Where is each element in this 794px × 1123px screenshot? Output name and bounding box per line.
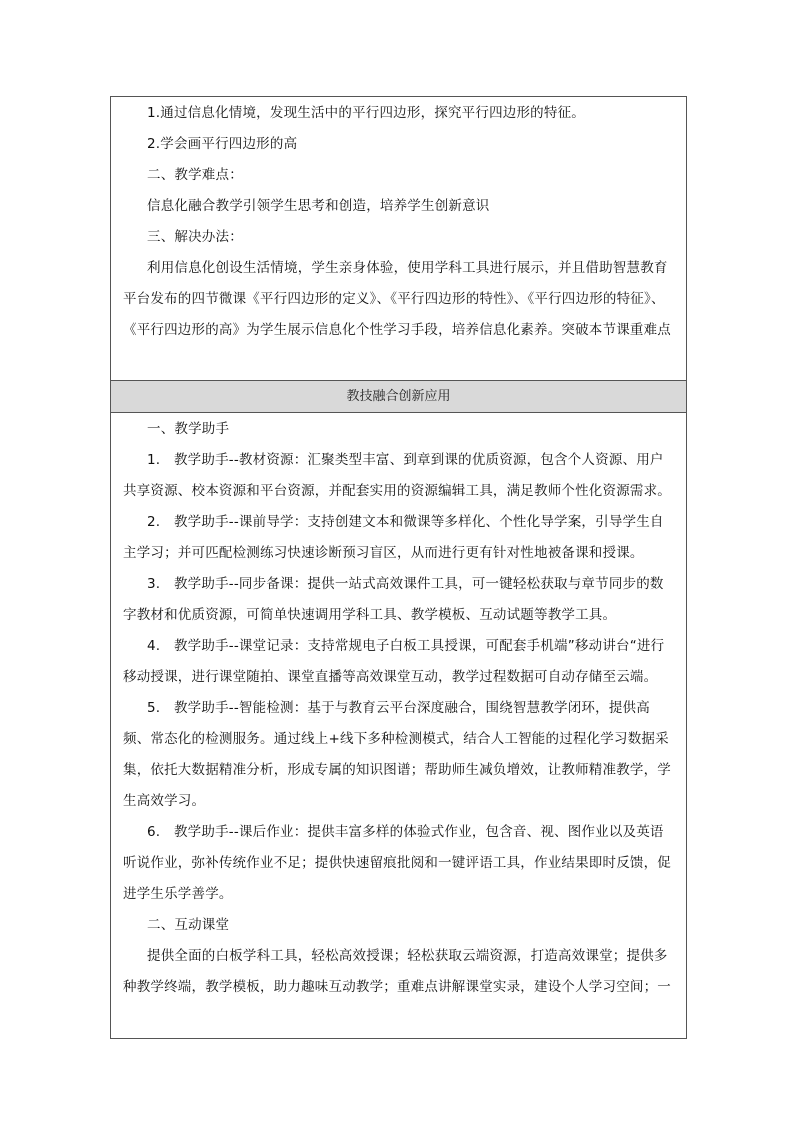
assistant-item-1: 1. 教学助手--教材资源：汇聚类型丰富、到章到课的优质资源，包含个人资源、用户共享资源、校本资源和平台资源，并配套实用的资源编辑工具，满足教师个性化资源需求。 [123,452,671,499]
solution-text: 利用信息化创设生活情境，学生亲身体验，使用学科工具进行展示，并且借助智慧教育平台发布的四节微课《平行四边形的定义》、《平行四边形的特性》、《平行四边形的特征》、《平行四边形的高》为学生展示信息化个性学习手段，培养信息化素养。突破本节课重难点 [123,260,671,338]
assistant-item-4: 4. 教学助手--课堂记录：支持常规电子白板工具授课，可配套手机端”移动讲台“进行移动授课，进行课堂随拍、课堂直播等高效课堂互动，教学过程数据可自动存储至云端。 [123,638,665,685]
assistant-heading: 一、教学助手 [147,421,230,437]
solution-heading: 三、解决办法： [147,229,243,245]
assistant-item-2: 2. 教学助手--课前导学：支持创建文本和微课等多样化、个性化导学案，引导学生自主学习；并可匹配检测练习快速诊断预习盲区，从而进行更有针对性地被备课和授课。 [123,514,664,561]
interactive-text: 提供全面的白板学科工具，轻松高效授课；轻松获取云端资源，打造高效课堂；提供多种教学终端，教学模板，助力趣味互动教学；重难点讲解课堂实录，建设个人学习空间；一 [123,948,671,995]
section-header: 教技融合创新应用 [111,380,686,413]
interactive-heading: 二、互动课堂 [147,917,230,933]
difficulty-text: 信息化融合教学引领学生思考和创造，培养学生创新意识 [147,198,490,214]
assistant-item-3: 3. 教学助手--同步备课：提供一站式高效课件工具，可一键轻松获取与章节同步的数字教材和优质资源，可简单快速调用学科工具、教学模板、互动试题等教学工具。 [123,576,664,623]
assistant-item-6: 6. 教学助手--课后作业：提供丰富多样的体验式作业，包含音、视、图作业以及英语听说作业，弥补传统作业不足；提供快速留痕批阅和一键评语工具，作业结果即时反馈，促进学生乐学善学。 [123,824,671,902]
lesson-plan-table [110,96,687,1039]
objectives-cell [111,98,686,380]
objective-2: 2.学会画平行四边形的高 [147,136,298,152]
objective-1: 1.通过信息化情境，发现生活中的平行四边形，探究平行四边形的特征。 [147,105,585,121]
application-cell [111,413,686,1038]
difficulty-heading: 二、教学难点： [147,167,243,183]
assistant-item-5: 5. 教学助手--智能检测：基于与教育云平台深度融合，围绕智慧教学闭环，提供高频、常态化的检测服务。通过线上+线下多种检测模式，结合人工智能的过程化学习数据采集，依托大数据精准分析，形成专属的知识图谱；帮助师生减负增效，让教师精准教学，学生高效学习。 [123,700,671,809]
